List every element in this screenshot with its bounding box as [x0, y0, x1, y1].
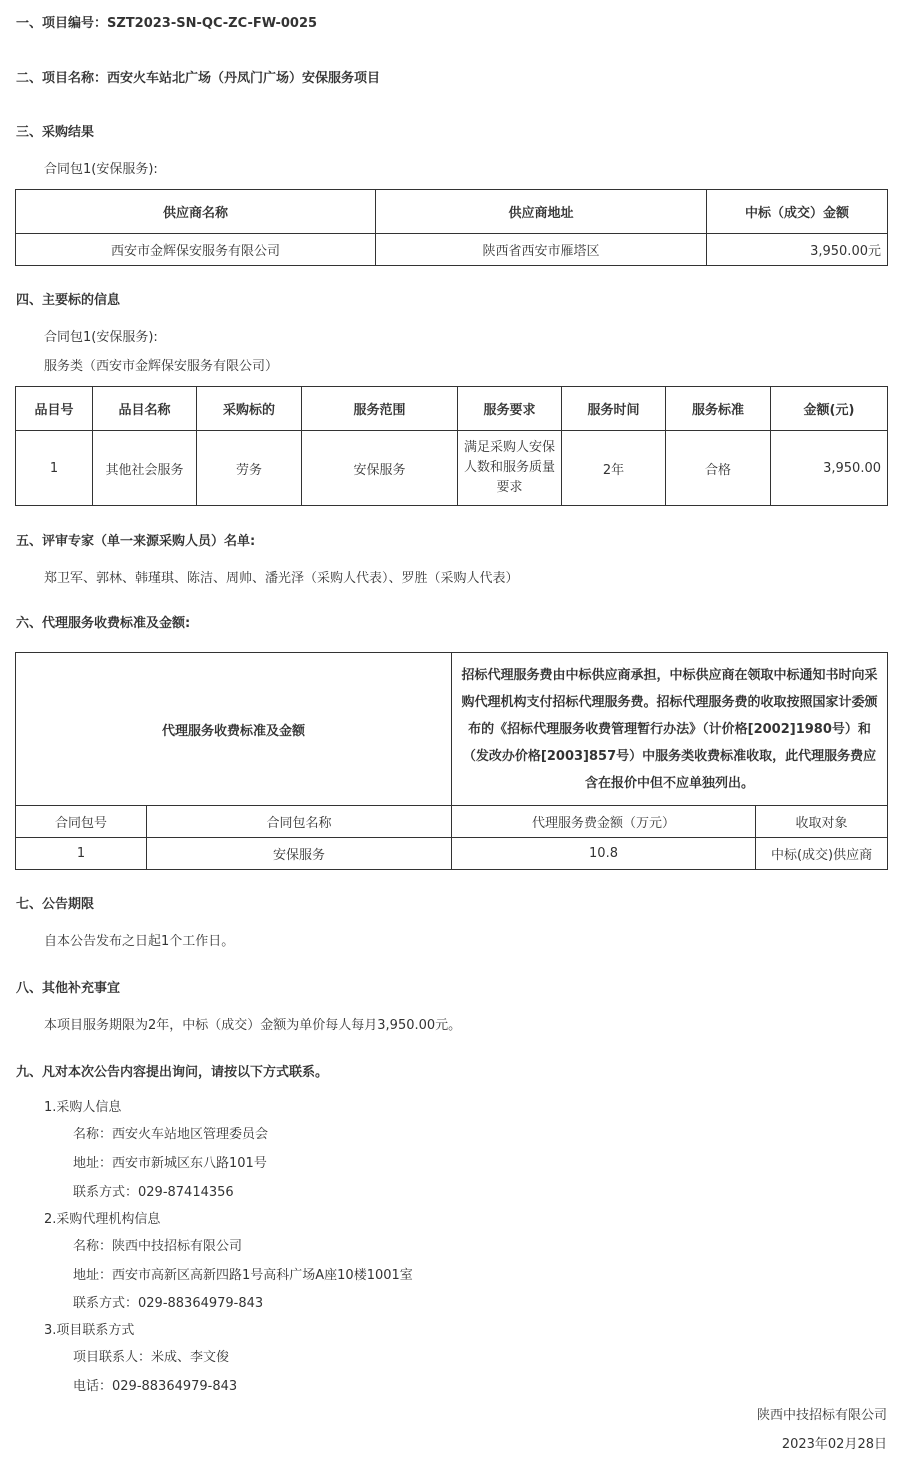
- agency-fee-standard-label: 代理服务收费标准及金额: [16, 653, 452, 806]
- result-amount: 3,950.00元: [707, 234, 888, 266]
- agent-address: 地址：西安市高新区高新四路1号高科广场A座10楼1001室: [73, 1268, 413, 1283]
- footer-date: 2023年02月28日: [781, 1437, 887, 1452]
- footer-organization: 陕西中技招标有限公司: [756, 1408, 887, 1423]
- result-table: [15, 189, 888, 266]
- agency-header-payer: 收取对象: [756, 806, 888, 838]
- section-notice-period-title: 七、公告期限: [16, 897, 95, 912]
- project-number-value: SZT2023-SN-QC-ZC-FW-0025: [107, 16, 318, 31]
- agent-name: 名称：陕西中技招标有限公司: [73, 1239, 243, 1254]
- subject-header-scope: 服务范围: [302, 387, 458, 431]
- subject-time: 2年: [562, 431, 666, 506]
- section-contact-title: 九、凡对本次公告内容提出询问，请按以下方式联系。: [16, 1065, 329, 1080]
- subject-header-standard: 服务标准: [666, 387, 771, 431]
- subject-package-label: 合同包1(安保服务):: [44, 330, 158, 345]
- subject-amount: 3,950.00: [771, 431, 888, 506]
- project-name-value: 西安火车站北广场（丹凤门广场）安保服务项目: [107, 71, 381, 86]
- project-contact-title: 3.项目联系方式: [44, 1323, 135, 1338]
- section-experts-title: 五、评审专家（单一来源采购人员）名单:: [16, 534, 256, 549]
- notice-period-text: 自本公告发布之日起1个工作日。: [44, 934, 235, 949]
- subject-subject: 劳务: [197, 431, 302, 506]
- table-row: [16, 838, 888, 870]
- subject-header-requirement: 服务要求: [458, 387, 562, 431]
- agency-fee-amount: 10.8: [452, 838, 756, 870]
- agent-contact: 联系方式：029-88364979-843: [73, 1296, 264, 1311]
- project-name-label: 二、项目名称：: [16, 71, 108, 86]
- result-header-supplier-address: 供应商地址: [376, 190, 707, 234]
- subject-category-label: 服务类（西安市金辉保安服务有限公司）: [44, 359, 279, 374]
- table-row: [16, 234, 888, 266]
- experts-names: 郑卫军、郭林、韩瑾琪、陈洁、周帅、潘光泽（采购人代表）、罗胜（采购人代表）: [44, 571, 519, 586]
- buyer-contact: 联系方式：029-87414356: [73, 1185, 234, 1200]
- result-supplier-name: 西安市金辉保安服务有限公司: [16, 234, 376, 266]
- subject-standard: 合格: [666, 431, 771, 506]
- agency-fee-table: [15, 652, 888, 870]
- project-contact-person: 项目联系人：米成、李文俊: [73, 1350, 230, 1365]
- subject-item-name: 其他社会服务: [93, 431, 197, 506]
- project-number: [16, 12, 317, 31]
- result-supplier-address: 陕西省西安市雁塔区: [376, 234, 707, 266]
- other-matters-text: 本项目服务期限为2年，中标（成交）金额为单价每人每月3,950.00元。: [44, 1018, 462, 1033]
- buyer-address: 地址：西安市新城区东八路101号: [73, 1156, 267, 1171]
- project-number-label: 一、项目编号：: [16, 16, 108, 31]
- result-header-supplier-name: 供应商名称: [16, 190, 376, 234]
- buyer-info-title: 1.采购人信息: [44, 1100, 122, 1115]
- section-other-matters-title: 八、其他补充事宜: [16, 981, 121, 996]
- agency-header-fee-amount: 代理服务费金额（万元）: [452, 806, 756, 838]
- subject-header-item-name: 品目名称: [93, 387, 197, 431]
- result-package-label: 合同包1(安保服务):: [44, 162, 158, 177]
- subject-table: [15, 386, 888, 506]
- section-main-subject-title: 四、主要标的信息: [16, 293, 121, 308]
- table-row: [16, 431, 888, 506]
- result-header-amount: 中标（成交）金额: [707, 190, 888, 234]
- subject-header-time: 服务时间: [562, 387, 666, 431]
- result-table-header: [16, 190, 888, 234]
- subject-requirement: 满足采购人安保人数和服务质量要求: [458, 431, 562, 506]
- agent-info-title: 2.采购代理机构信息: [44, 1212, 161, 1227]
- agency-fee-standard-text: 招标代理服务费由中标供应商承担，中标供应商在领取中标通知书时向采购代理机构支付招标代理服务费。招标代理服务费的收取按照国家计委颁布的《招标代理服务收费管理暂行办法》（计价格[2002]1980号）和（发改办价格[2003]857号）中服务类收费标准收取，此代理服务费应含在报价中但不应单独列出。: [452, 653, 888, 806]
- subject-table-header: [16, 387, 888, 431]
- subject-item-no: 1: [16, 431, 93, 506]
- section-agency-fee-title: 六、代理服务收费标准及金额:: [16, 616, 191, 631]
- agency-payer: 中标(成交)供应商: [756, 838, 888, 870]
- buyer-name: 名称：西安火车站地区管理委员会: [73, 1127, 269, 1142]
- agency-header-package-name: 合同包名称: [147, 806, 452, 838]
- agency-header-package-no: 合同包号: [16, 806, 147, 838]
- subject-header-amount: 金额(元): [771, 387, 888, 431]
- project-name: [16, 67, 380, 86]
- agency-package-no: 1: [16, 838, 147, 870]
- project-contact-phone: 电话：029-88364979-843: [73, 1379, 238, 1394]
- agency-fee-standard-row: [16, 653, 888, 806]
- subject-scope: 安保服务: [302, 431, 458, 506]
- agency-package-name: 安保服务: [147, 838, 452, 870]
- subject-header-subject: 采购标的: [197, 387, 302, 431]
- subject-header-item-no: 品目号: [16, 387, 93, 431]
- agency-fee-table-header: [16, 806, 888, 838]
- section-procurement-result-title: 三、采购结果: [16, 125, 95, 140]
